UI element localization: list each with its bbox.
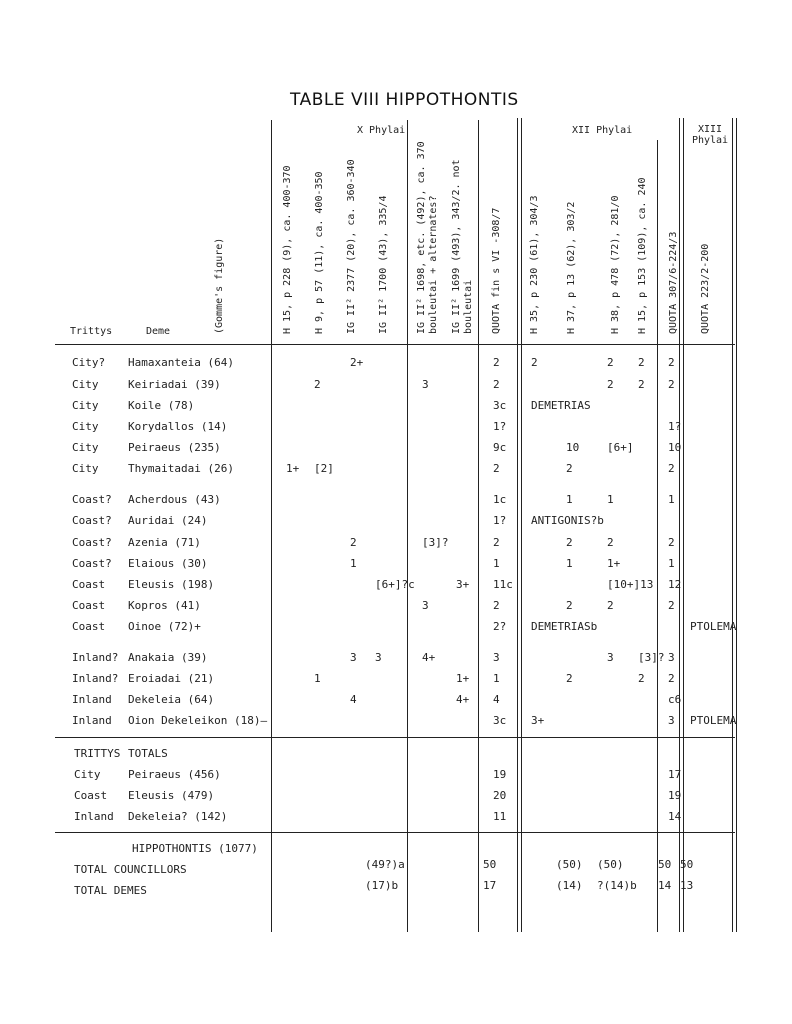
row-cell-c9: 2 xyxy=(566,536,573,549)
row-deme: Auridai (24) xyxy=(128,514,208,527)
row-cell-c10: 2 xyxy=(607,378,614,391)
summary-demes-c10: ?(14)b xyxy=(597,879,637,892)
row-cell-c10: [10+]13 xyxy=(607,578,654,591)
row-cell-c13: PTOLEMA xyxy=(690,620,737,633)
row-cell-c7: 9c xyxy=(493,441,507,454)
header-col-6a: IG II² 1699 (493), 343/2. not xyxy=(451,159,462,334)
row-cell-c7: 3c xyxy=(493,714,507,727)
row-cell-c9: 2 xyxy=(566,672,573,685)
totals-deme: Peiraeus (456) xyxy=(128,768,221,781)
header-col-1: H 15, p 228 (9), ca. 400-370 xyxy=(282,165,293,334)
row-deme: Dekeleia (64) xyxy=(128,693,215,706)
vrule xyxy=(521,118,522,932)
row-deme: Hamaxanteia (64) xyxy=(128,356,234,369)
summary-demes-c4: (17)b xyxy=(365,879,399,892)
row-deme: Keiriadai (39) xyxy=(128,378,221,391)
row-cell-c8: 3+ xyxy=(531,714,545,727)
row-cell-c12: 2 xyxy=(668,672,675,685)
row-trittys: Inland xyxy=(72,714,112,727)
row-trittys: City xyxy=(72,399,99,412)
summary-phyle: HIPPOTHONTIS (1077) xyxy=(132,842,258,855)
row-trittys: Coast? xyxy=(72,536,112,549)
vrule xyxy=(732,118,733,932)
row-cell-c12: 12 xyxy=(668,578,682,591)
group-xiii-phylai: XIII Phylai xyxy=(691,124,729,146)
row-cell-c11: 2 xyxy=(638,378,645,391)
row-cell-c3: 3 xyxy=(350,651,357,664)
row-cell-c12: c6 xyxy=(668,693,682,706)
summary-demes-c9: (14) xyxy=(556,879,583,892)
row-cell-c13: PTOLEMA xyxy=(690,714,737,727)
header-col-7: QUOTA fin s VI -308/7 xyxy=(491,207,502,334)
row-cell-c7: 4 xyxy=(493,693,500,706)
vrule xyxy=(478,120,479,932)
row-cell-c3: 2 xyxy=(350,536,357,549)
row-cell-c4: 3 xyxy=(375,651,382,664)
row-cell-c10: [6+] xyxy=(607,441,634,454)
row-cell-c12: 2 xyxy=(668,462,675,475)
row-trittys: Coast? xyxy=(72,514,112,527)
summary-councillors-c13: 50 xyxy=(680,858,694,871)
row-cell-c12: 2 xyxy=(668,536,675,549)
row-trittys: Coast? xyxy=(72,493,112,506)
row-cell-c3: 1 xyxy=(350,557,357,570)
row-cell-c12: 2 xyxy=(668,378,675,391)
vrule xyxy=(736,118,737,932)
row-cell-c7: 1c xyxy=(493,493,507,506)
row-deme: Elaious (30) xyxy=(128,557,208,570)
summary-councillors-c10: (50) xyxy=(597,858,624,871)
summary-councillors-c9: (50) xyxy=(556,858,583,871)
totals-trittys: Inland xyxy=(74,810,114,823)
totals-trittys: Coast xyxy=(74,789,108,802)
row-cell-c11: [3]? xyxy=(638,651,665,664)
header-gomme: (Gomme's figure) xyxy=(214,237,225,334)
summary-demes-c13: 13 xyxy=(680,879,694,892)
row-cell-c9: 2 xyxy=(566,599,573,612)
row-trittys: City xyxy=(72,462,99,475)
row-cell-c1: 1+ xyxy=(286,462,300,475)
row-cell-c11: 2 xyxy=(638,672,645,685)
row-trittys: Coast xyxy=(72,599,106,612)
row-deme: Acherdous (43) xyxy=(128,493,221,506)
row-cell-c9: 2 xyxy=(566,462,573,475)
header-col-4: IG II² 1700 (43), 335/4 xyxy=(378,195,389,334)
row-cell-c7: 2 xyxy=(493,599,500,612)
row-cell-c7: 1 xyxy=(493,557,500,570)
row-cell-c10: 1 xyxy=(607,493,614,506)
vrule xyxy=(517,118,518,932)
row-cell-c5: 3 xyxy=(422,599,429,612)
totals-cell-c12: 19 xyxy=(668,789,682,802)
vrule xyxy=(683,118,684,932)
totals-heading: TRITTYS xyxy=(74,747,121,760)
row-cell-c12: 1? xyxy=(668,420,682,433)
totals-cell-c12: 14 xyxy=(668,810,682,823)
row-cell-c8: DEMETRIAS xyxy=(531,399,591,412)
row-cell-c6: 3+ xyxy=(456,578,470,591)
row-cell-c7: 3c xyxy=(493,399,507,412)
row-cell-c7: 1? xyxy=(493,514,507,527)
row-cell-c7: 3 xyxy=(493,651,500,664)
row-cell-c6: 1+ xyxy=(456,672,470,685)
row-cell-c2: 2 xyxy=(314,378,321,391)
row-deme: Oinoe (72)+ xyxy=(128,620,201,633)
row-deme: Oion Dekeleikon (18)— xyxy=(128,714,268,727)
page-title: TABLE VIII HIPPOTHONTIS xyxy=(290,90,519,110)
header-trittys: Trittys xyxy=(70,326,113,337)
row-cell-c10: 1+ xyxy=(607,557,621,570)
header-col-13: QUOTA 223/2-200 xyxy=(700,243,711,334)
row-cell-c9: 1 xyxy=(566,493,573,506)
header-col-2: H 9, p 57 (11), ca. 400-350 xyxy=(314,171,325,334)
row-cell-c5: 4+ xyxy=(422,651,436,664)
row-cell-c9: 1 xyxy=(566,557,573,570)
totals-cell-c7: 19 xyxy=(493,768,507,781)
row-cell-c7: 11c xyxy=(493,578,513,591)
header-col-6b: bouleutai xyxy=(463,279,474,334)
row-cell-c10: 2 xyxy=(607,536,614,549)
row-cell-c5: 3 xyxy=(422,378,429,391)
header-col-8: H 35, p 230 (61), 304/3 xyxy=(529,195,540,334)
summary-demes-label: TOTAL DEMES xyxy=(74,884,147,897)
header-col-5b: bouleutai + alternates? xyxy=(428,195,439,334)
totals-rule xyxy=(55,832,735,833)
totals-cell-c12: 17 xyxy=(668,768,682,781)
header-col-5a: IG II² 1698, etc. (492), ca. 370 xyxy=(416,141,427,334)
totals-trittys: City xyxy=(74,768,101,781)
row-trittys: City xyxy=(72,441,99,454)
header-col-12: QUOTA 307/6-224/3 xyxy=(668,231,679,334)
row-cell-c8: DEMETRIASb xyxy=(531,620,598,633)
row-cell-c12: 2 xyxy=(668,599,675,612)
summary-demes-c12: 14 xyxy=(658,879,672,892)
row-deme: Eleusis (198) xyxy=(128,578,215,591)
row-deme: Azenia (71) xyxy=(128,536,201,549)
group-x-phylai: X Phylai xyxy=(357,125,406,136)
row-cell-c12: 3 xyxy=(668,651,675,664)
summary-councillors-c7: 50 xyxy=(483,858,497,871)
row-cell-c7: 2 xyxy=(493,356,500,369)
row-deme: Koile (78) xyxy=(128,399,195,412)
row-cell-c5: [3]? xyxy=(422,536,449,549)
header-col-11: H 15, p 153 (109), ca. 240 xyxy=(637,177,648,334)
row-cell-c12: 1 xyxy=(668,557,675,570)
row-cell-c12: 10 xyxy=(668,441,682,454)
row-cell-c6: 4+ xyxy=(456,693,470,706)
row-cell-c8: ANTIGONIS?b xyxy=(531,514,604,527)
row-deme: Thymaitadai (26) xyxy=(128,462,234,475)
vrule xyxy=(407,120,408,932)
row-cell-c10: 2 xyxy=(607,599,614,612)
summary-councillors-c4: (49?)a xyxy=(365,858,405,871)
row-trittys: Coast xyxy=(72,578,106,591)
row-cell-c2: [2] xyxy=(314,462,334,475)
row-cell-c3: 4 xyxy=(350,693,357,706)
totals-deme: Dekeleia? (142) xyxy=(128,810,228,823)
row-trittys: Inland? xyxy=(72,672,119,685)
row-cell-c7: 2 xyxy=(493,462,500,475)
row-deme: Peiraeus (235) xyxy=(128,441,221,454)
row-trittys: Coast? xyxy=(72,557,112,570)
header-col-3: IG II² 2377 (20), ca. 360-340 xyxy=(346,159,357,334)
row-cell-c8: 2 xyxy=(531,356,538,369)
header-rule xyxy=(55,344,735,345)
row-trittys: City? xyxy=(72,356,106,369)
summary-councillors-c12: 50 xyxy=(658,858,672,871)
totals-heading-2: TOTALS xyxy=(128,747,168,760)
summary-demes-c7: 17 xyxy=(483,879,497,892)
row-cell-c7: 1 xyxy=(493,672,500,685)
totals-deme: Eleusis (479) xyxy=(128,789,215,802)
group-xii-phylai: XII Phylai xyxy=(572,125,633,136)
row-deme: Korydallos (14) xyxy=(128,420,228,433)
row-cell-c12: 2 xyxy=(668,356,675,369)
row-deme: Eroiadai (21) xyxy=(128,672,215,685)
row-cell-c11: 2 xyxy=(638,356,645,369)
row-cell-c4: [6+]?c xyxy=(375,578,415,591)
totals-cell-c7: 11 xyxy=(493,810,507,823)
row-cell-c7: 2? xyxy=(493,620,507,633)
row-trittys: Inland? xyxy=(72,651,119,664)
row-cell-c7: 2 xyxy=(493,536,500,549)
header-deme: Deme xyxy=(146,326,171,337)
header-col-10: H 38, p 478 (72), 281/0 xyxy=(610,195,621,334)
row-cell-c10: 2 xyxy=(607,356,614,369)
row-trittys: City xyxy=(72,378,99,391)
row-trittys: Inland xyxy=(72,693,112,706)
row-cell-c7: 1? xyxy=(493,420,507,433)
row-cell-c7: 2 xyxy=(493,378,500,391)
row-cell-c3: 2+ xyxy=(350,356,364,369)
row-cell-c9: 10 xyxy=(566,441,580,454)
row-trittys: Coast xyxy=(72,620,106,633)
vrule xyxy=(271,120,272,932)
row-trittys: City xyxy=(72,420,99,433)
row-cell-c12: 1 xyxy=(668,493,675,506)
summary-councillors-label: TOTAL COUNCILLORS xyxy=(74,863,187,876)
header-col-9: H 37, p 13 (62), 303/2 xyxy=(566,201,577,334)
row-deme: Anakaia (39) xyxy=(128,651,208,664)
row-cell-c12: 3 xyxy=(668,714,675,727)
row-deme: Kopros (41) xyxy=(128,599,201,612)
vrule xyxy=(657,140,658,932)
body-rule xyxy=(55,737,735,738)
row-cell-c10: 3 xyxy=(607,651,614,664)
totals-cell-c7: 20 xyxy=(493,789,507,802)
row-cell-c2: 1 xyxy=(314,672,321,685)
